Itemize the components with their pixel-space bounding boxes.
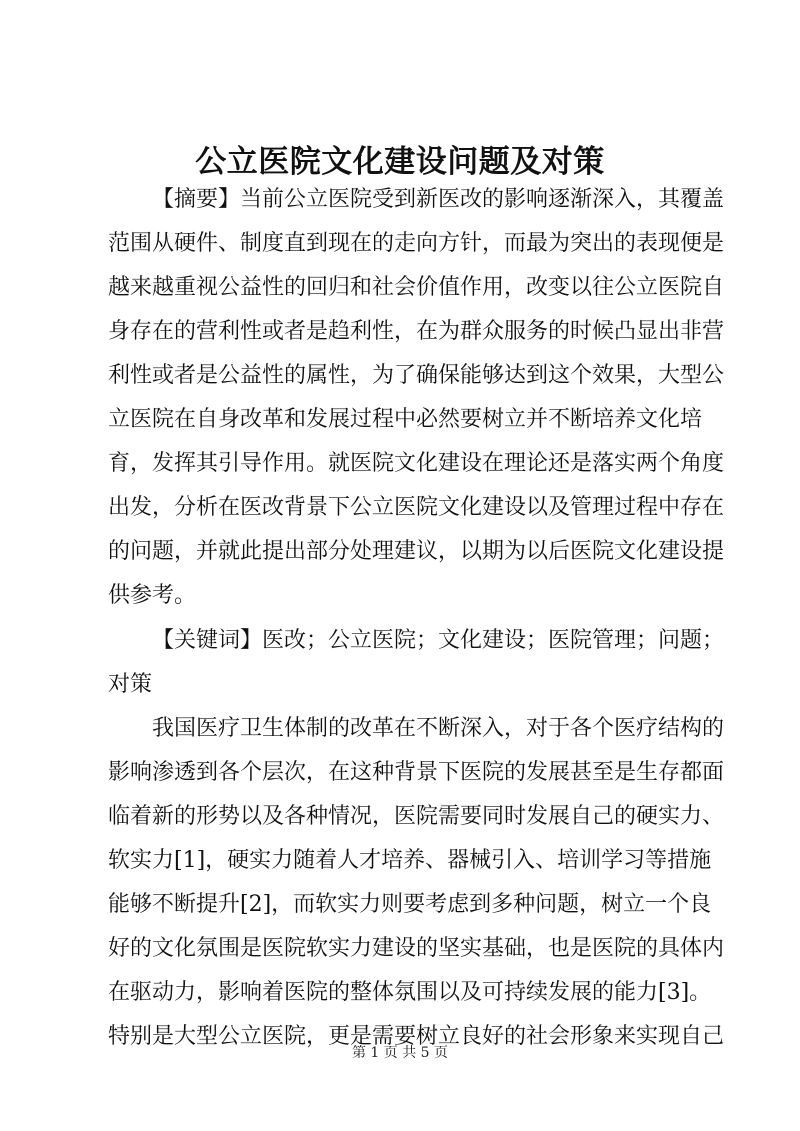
abstract-line-4: 身存在的营利性或者是趋利性，在为群众服务的时候凸显出非营 — [108, 319, 725, 344]
abstract-line-7: 育，发挥其引导作用。就医院文化建设在理论还是落实两个角度 — [108, 451, 725, 476]
document-title: 公立医院文化建设问题及对策 — [195, 144, 605, 180]
abstract-line-9: 的问题，并就此提出部分处理建议，以期为以后医院文化建设提 — [108, 539, 725, 564]
keywords-line-1: 【关键词】医改；公立医院；文化建设；医院管理；问题； — [152, 628, 725, 653]
body-line-6: 好的文化氛围是医院软实力建设的坚实基础，也是医院的具体内 — [108, 936, 725, 961]
abstract-line-5: 利性或者是公益性的属性，为了确保能够达到这个效果，大型公 — [108, 363, 725, 388]
body-line-8: 特别是大型公立医院，更是需要树立良好的社会形象来实现自己 — [108, 1024, 725, 1049]
abstract-line-1: 【摘要】当前公立医院受到新医改的影响逐渐深入，其覆盖 — [152, 187, 725, 212]
abstract-line-8: 出发，分析在医改背景下公立医院文化建设以及管理过程中存在 — [108, 495, 725, 520]
body-line-3: 临着新的形势以及各种情况，医院需要同时发展自己的硬实力、 — [108, 804, 725, 829]
abstract-line-6: 立医院在自身改革和发展过程中必然要树立并不断培养文化培 — [108, 407, 703, 432]
body-line-5: 能够不断提升[2]，而软实力则要考虑到多种问题，树立一个良 — [108, 892, 712, 917]
abstract-line-10: 供参考。 — [108, 583, 197, 608]
body-line-2: 影响渗透到各个层次，在这种背景下医院的发展甚至是生存都面 — [108, 760, 725, 785]
body-line-7: 在驱动力，影响着医院的整体氛围以及可持续发展的能力[3]。 — [108, 980, 712, 1005]
abstract-line-2: 范围从硬件、制度直到现在的走向方针，而最为突出的表现便是 — [108, 231, 725, 256]
abstract-line-3: 越来越重视公益性的回归和社会价值作用，改变以往公立医院自 — [108, 275, 725, 300]
body-line-4: 软实力[1]，硬实力随着人才培养、器械引入、培训学习等措施 — [108, 848, 712, 873]
keywords-line-2: 对策 — [108, 672, 153, 697]
body-line-1: 我国医疗卫生体制的改革在不断深入，对于各个医疗结构的 — [152, 716, 725, 741]
page-footer: 第 1 页 共 5 页 — [351, 1045, 449, 1061]
